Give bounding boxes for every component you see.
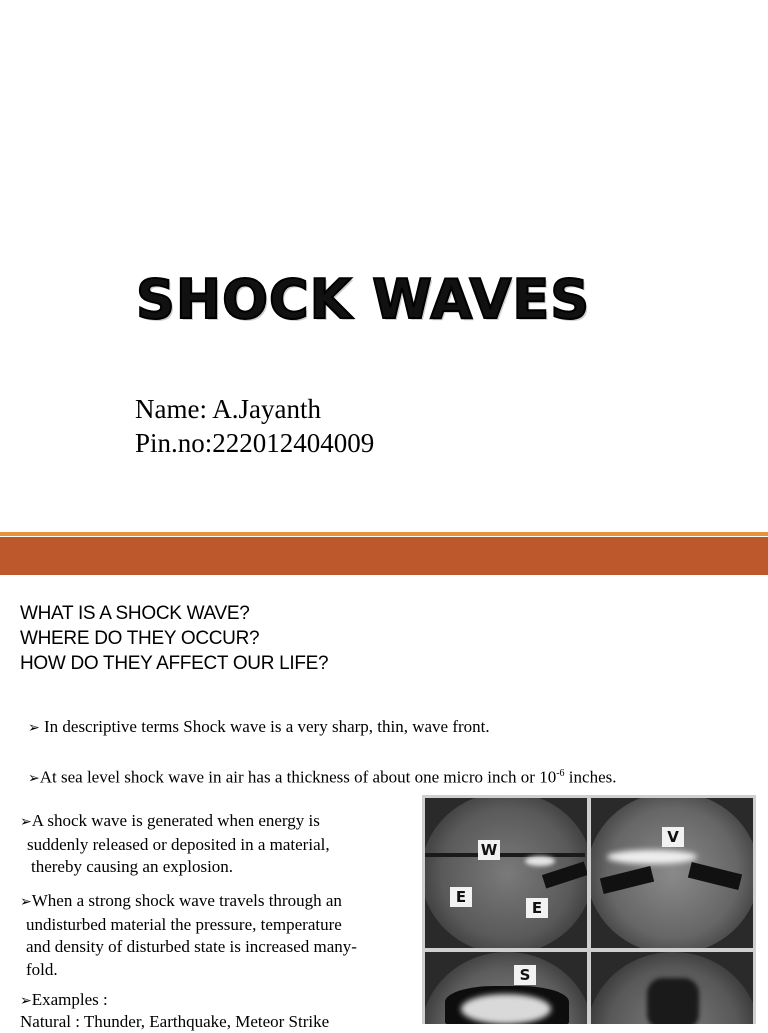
photo-panel-3 [425, 952, 587, 1024]
photo-panel-1 [425, 798, 587, 948]
bullet-3 [20, 810, 415, 879]
examples-heading [20, 989, 108, 1012]
bullet-1-text: In descriptive terms Shock wave is a very sharp, thin, wave front. [43, 717, 490, 736]
bullet-4-line-2: undisturbed material the pressure, temperature [26, 914, 342, 934]
arrow-bullet-icon: ➢ [28, 770, 40, 787]
bullet-4-line-3: and density of disturbed state is increased many- [26, 937, 357, 956]
photo-label-v: V [662, 827, 684, 847]
bullet-4 [20, 890, 405, 981]
question-1: WHAT IS A SHOCK WAVE? [20, 603, 250, 624]
arrow-bullet-icon: ➢ [20, 993, 32, 1009]
arrow-bullet-icon: ➢ [20, 894, 32, 910]
arrow-bullet-icon: ➢ [20, 814, 32, 830]
bullet-3-line-1: A shock wave is generated when energy is [31, 811, 320, 830]
photo-label-w: W [478, 840, 500, 860]
bullet-4-line-4: fold. [26, 959, 58, 979]
photo-label-s: S [514, 965, 536, 985]
examples-label: Examples : [31, 990, 108, 1009]
question-2: WHERE DO THEY OCCUR? [20, 628, 260, 649]
bullet-2-exponent: -6 [556, 768, 565, 779]
photo-panel-2 [591, 798, 753, 948]
accent-stripe [0, 532, 768, 536]
slide-title: SHOCK WAVES [136, 268, 591, 331]
accent-band [0, 537, 768, 575]
photo-label-e-right: E [526, 898, 548, 918]
bullet-1 [28, 716, 490, 739]
bullet-2-text: At sea level shock wave in air has a thickness of about one micro inch or 10 [39, 767, 557, 787]
photo-label-e-left: E [450, 887, 472, 907]
arrow-bullet-icon: ➢ [28, 720, 40, 736]
shock-wave-photo [422, 795, 756, 1024]
bullet-2-unit: inches. [564, 767, 617, 787]
presenter-name: Name: A.Jayanth [135, 394, 321, 424]
question-3: HOW DO THEY AFFECT OUR LIFE? [20, 653, 329, 674]
examples-natural: Natural : Thunder, Earthquake, Meteor Strike [20, 1012, 330, 1031]
bullet-3-line-2: suddenly released or deposited in a material, [27, 834, 330, 854]
bullet-4-line-1: When a strong shock wave travels through an [31, 891, 342, 910]
photo-panel-4 [591, 952, 753, 1024]
bullet-2 [28, 763, 616, 790]
bullet-3-line-3: thereby causing an explosion. [31, 857, 234, 876]
presenter-pin: Pin.no:222012404009 [135, 428, 375, 458]
